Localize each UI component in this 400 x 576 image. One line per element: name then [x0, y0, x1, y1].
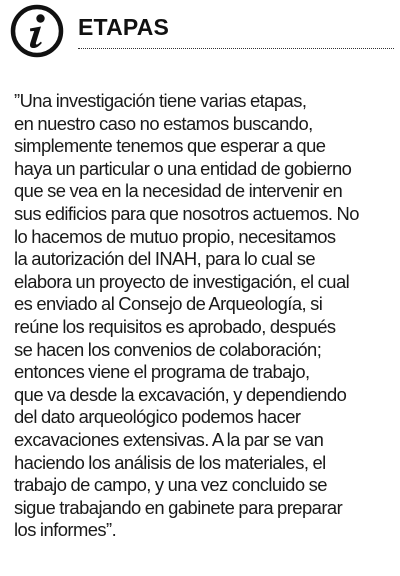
quote-line: simplemente tenemos que esperar a que	[14, 135, 326, 157]
quote-line: los informes”.	[14, 519, 117, 541]
quote-line: se hacen los convenios de colaboración;	[14, 338, 322, 360]
quote-line: elabora un proyecto de investigación, el cual	[14, 270, 350, 292]
quote-line: sus edificios para que nosotros actuemos. No	[14, 202, 359, 224]
quote-line: del dato arqueológico podemos hacer	[14, 406, 301, 428]
quote-line: haya un particular o una entidad de gobierno	[14, 157, 352, 179]
quote-line: es enviado al Consejo de Arqueología, si	[14, 293, 323, 315]
quote-line: que va desde la excavación, y dependiendo	[14, 383, 347, 405]
quote-line: lo hacemos de mutuo propio, necesitamos	[14, 225, 336, 247]
quote-line: haciendo los análisis de los materiales, el	[14, 451, 326, 473]
quote-paragraph	[14, 90, 394, 542]
quote-line: sigue trabajando en gabinete para preparar	[14, 496, 343, 518]
quote-line: la autorización del INAH, para lo cual se	[14, 248, 316, 270]
quote-line: ”Una investigación tiene varias etapas,	[14, 90, 307, 111]
dotted-divider	[78, 48, 394, 49]
section-title: ETAPAS	[78, 14, 170, 40]
quote-line: excavaciones extensivas. A la par se van	[14, 428, 324, 450]
quote-line: trabajo de campo, y una vez concluido se	[14, 474, 327, 496]
quote-line: reúne los requisitos es aprobado, después	[14, 315, 336, 337]
quote-line: entonces viene el programa de trabajo,	[14, 361, 310, 383]
sidebar-header	[10, 4, 395, 56]
quote-line: en nuestro caso no estamos buscando,	[14, 112, 313, 134]
info-icon	[10, 4, 64, 58]
quote-line: que se vea en la necesidad de intervenir en	[14, 180, 343, 202]
